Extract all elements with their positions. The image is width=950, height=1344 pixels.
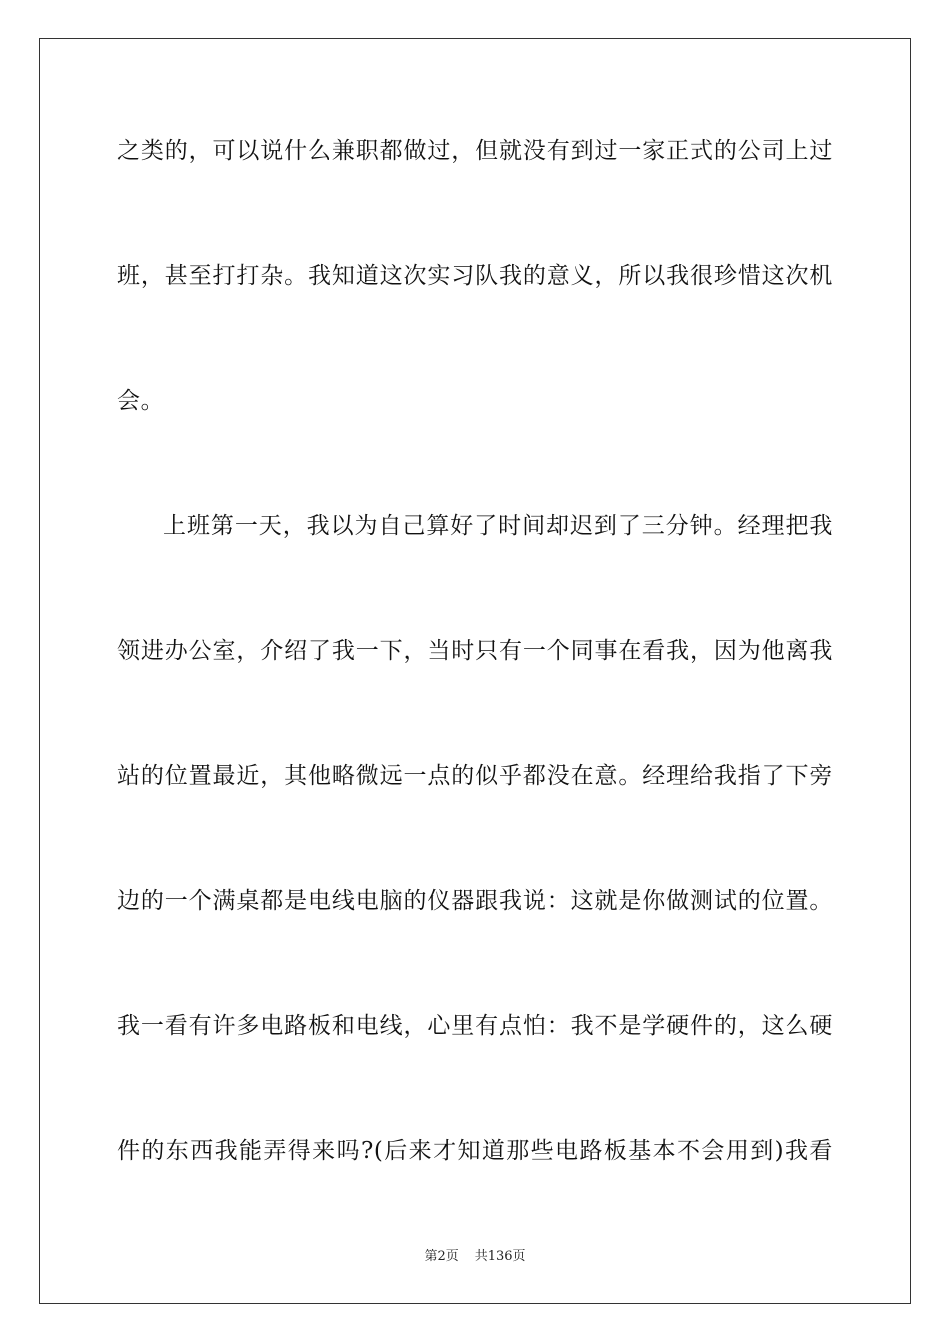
total-pages: 共136页 (474, 1249, 526, 1264)
text-line: 我一看有许多电路板和电线，心里有点怕：我不是学硬件的，这么硬 (117, 1013, 833, 1039)
text-line: 站的位置最近，其他略微远一点的似乎都没在意。经理给我指了下旁 (117, 763, 833, 789)
text-line: 之类的，可以说什么兼职都做过，但就没有到过一家正式的公司上过 (117, 138, 833, 164)
page-footer (0, 1248, 950, 1266)
page-border (39, 38, 911, 1304)
text-line: 件的东西我能弄得来吗?(后来才知道那些电路板基本不会用到)我看 (117, 1138, 833, 1164)
text-line: 班，甚至打打杂。我知道这次实习队我的意义，所以我很珍惜这次机 (117, 263, 833, 289)
page-number: 第2页 (424, 1249, 459, 1264)
paragraph-first-line: 上班第一天，我以为自己算好了时间却迟到了三分钟。经理把我 (163, 513, 833, 539)
text-line: 领进办公室，介绍了我一下，当时只有一个同事在看我，因为他离我 (117, 638, 833, 664)
text-line: 会。 (117, 388, 165, 414)
text-line: 边的一个满桌都是电线电脑的仪器跟我说：这就是你做测试的位置。 (117, 888, 833, 914)
